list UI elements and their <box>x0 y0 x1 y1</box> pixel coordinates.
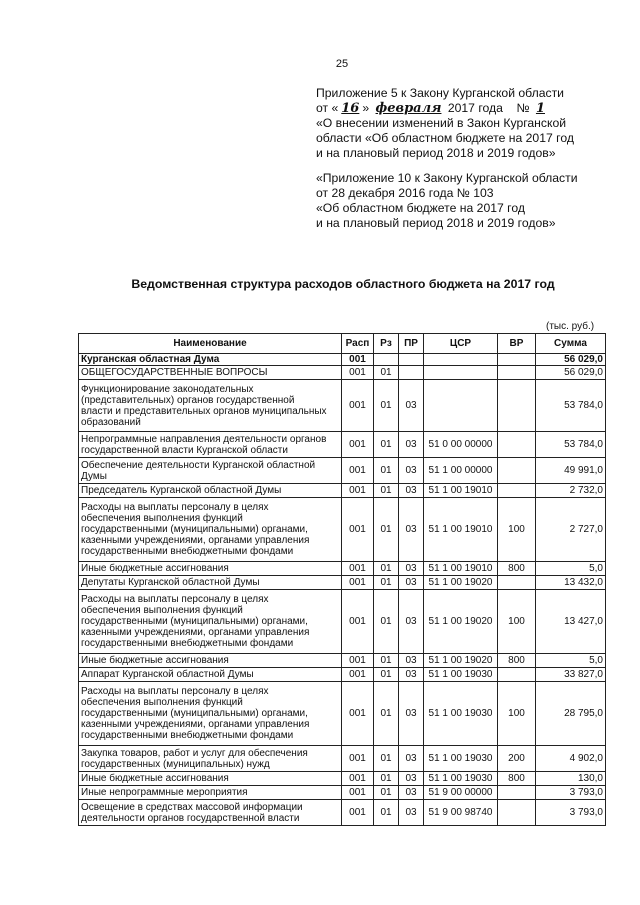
table-row <box>79 668 606 682</box>
cell-name-line: Расходы на выплаты персоналу в целях <box>81 686 269 697</box>
cell-rasp: 001 <box>342 498 374 562</box>
cell-sum: 33 827,0 <box>536 668 606 682</box>
cell-rasp: 001 <box>342 682 374 746</box>
cell-rasp: 001 <box>342 484 374 498</box>
table-body <box>79 354 606 826</box>
cell-rz: 01 <box>374 772 399 786</box>
handwritten-day: 16 <box>341 101 360 116</box>
cell-sum: 28 795,0 <box>536 682 606 746</box>
cell-name <box>79 786 342 800</box>
cell-rz: 01 <box>374 786 399 800</box>
cell-name-line: Освещение в средствах массовой информации <box>81 801 303 813</box>
cell-csr: 51 1 00 00000 <box>424 458 498 484</box>
cell-csr: 51 1 00 19030 <box>424 772 498 786</box>
cell-name <box>79 562 342 576</box>
cell-sum: 2 727,0 <box>536 498 606 562</box>
appendix2-line-3: «Об областном бюджете на 2017 год <box>316 201 525 215</box>
cell-pr: 03 <box>399 380 424 432</box>
cell-name-line: обеспечения выполнения функций <box>81 605 243 616</box>
cell-sum: 56 029,0 <box>536 366 606 380</box>
cell-csr <box>424 354 498 366</box>
cell-name <box>79 354 342 366</box>
cell-rasp: 001 <box>342 772 374 786</box>
cell-rz: 01 <box>374 484 399 498</box>
appendix-line-5: и на плановый период 2018 и 2019 годов» <box>316 146 556 160</box>
cell-pr: 03 <box>399 432 424 458</box>
table-row <box>79 380 606 432</box>
cell-name <box>79 668 342 682</box>
cell-rasp: 001 <box>342 562 374 576</box>
cell-sum: 56 029,0 <box>536 354 606 366</box>
col-header-sum: Сумма <box>536 334 606 354</box>
cell-csr: 51 9 00 98740 <box>424 800 498 826</box>
date-prefix: от « <box>316 101 339 115</box>
cell-name-line: ОБЩЕГОСУДАРСТВЕННЫЕ ВОПРОСЫ <box>81 367 268 378</box>
date-mid: » <box>362 101 370 115</box>
handwritten-number: 1 <box>535 101 545 116</box>
cell-csr: 51 1 00 19020 <box>424 590 498 654</box>
cell-rasp: 001 <box>342 746 374 772</box>
table-row <box>79 562 606 576</box>
cell-pr: 03 <box>399 786 424 800</box>
cell-vr <box>498 432 536 458</box>
appendix2-line-4: и на плановый период 2018 и 2019 годов» <box>316 216 556 230</box>
appendix-line-1: Приложение 5 к Закону Курганской области <box>316 86 564 100</box>
cell-pr: 03 <box>399 746 424 772</box>
cell-vr <box>498 786 536 800</box>
cell-sum: 5,0 <box>536 654 606 668</box>
year-label: 2017 года <box>447 101 503 115</box>
cell-rz: 01 <box>374 682 399 746</box>
cell-csr: 51 1 00 19020 <box>424 654 498 668</box>
table-row <box>79 432 606 458</box>
cell-rz: 01 <box>374 654 399 668</box>
cell-name <box>79 432 342 458</box>
table-row <box>79 498 606 562</box>
handwritten-month: февраля <box>375 101 442 116</box>
cell-name-line: Функционирование законодательных <box>81 383 254 395</box>
cell-pr: 03 <box>399 682 424 746</box>
cell-name <box>79 380 342 432</box>
cell-rasp: 001 <box>342 366 374 380</box>
cell-pr: 03 <box>399 498 424 562</box>
cell-vr: 100 <box>498 682 536 746</box>
cell-sum: 3 793,0 <box>536 800 606 826</box>
cell-rz: 01 <box>374 432 399 458</box>
cell-name-line: Курганская областная Дума <box>81 354 220 365</box>
appendix2-line-1: «Приложение 10 к Закону Курганской области <box>316 171 578 185</box>
cell-pr: 03 <box>399 576 424 590</box>
cell-name <box>79 772 342 786</box>
table-row <box>79 354 606 366</box>
cell-csr: 51 1 00 19010 <box>424 498 498 562</box>
cell-pr <box>399 354 424 366</box>
table-row <box>79 786 606 800</box>
cell-csr: 51 1 00 19030 <box>424 746 498 772</box>
number-label: № <box>516 101 530 115</box>
cell-rasp: 001 <box>342 654 374 668</box>
cell-rz: 01 <box>374 576 399 590</box>
cell-rz: 01 <box>374 380 399 432</box>
cell-name-line: государственной власти Курганской области <box>81 444 288 456</box>
cell-name-line: государственными (муниципальными) органами, <box>81 524 308 535</box>
page-number: 25 <box>335 58 349 70</box>
table-row <box>79 772 606 786</box>
cell-rasp: 001 <box>342 432 374 458</box>
cell-rasp: 001 <box>342 800 374 826</box>
cell-csr: 51 1 00 19030 <box>424 668 498 682</box>
cell-name-line: государственными (муниципальными) органами, <box>81 708 308 719</box>
cell-sum: 2 732,0 <box>536 484 606 498</box>
cell-vr: 800 <box>498 562 536 576</box>
cell-vr <box>498 354 536 366</box>
cell-name-line: власти и представительных органов муниципальных <box>81 405 327 417</box>
cell-name-line: государственными внебюджетными фондами <box>81 546 294 557</box>
table-row <box>79 590 606 654</box>
cell-name-line: образований <box>81 416 141 428</box>
cell-rz: 01 <box>374 458 399 484</box>
table-row <box>79 366 606 380</box>
cell-vr <box>498 366 536 380</box>
cell-pr <box>399 366 424 380</box>
cell-name-line: деятельности органов государственной власти <box>81 812 300 824</box>
cell-name-line: Расходы на выплаты персоналу в целях <box>81 502 269 513</box>
cell-rz: 01 <box>374 498 399 562</box>
table-header-row <box>79 334 606 354</box>
cell-name-line: казенными учреждениями, органами управления <box>81 719 310 730</box>
appendix-line-4: области «Об областном бюджете на 2017 год <box>316 131 574 145</box>
cell-csr: 51 1 00 19010 <box>424 562 498 576</box>
cell-vr <box>498 668 536 682</box>
appendix-block <box>316 86 574 161</box>
cell-pr: 03 <box>399 562 424 576</box>
cell-name-line: государственными внебюджетными фондами <box>81 730 294 741</box>
cell-name-line: Думы <box>81 470 107 482</box>
table-row <box>79 682 606 746</box>
cell-vr: 800 <box>498 772 536 786</box>
cell-vr <box>498 484 536 498</box>
cell-rasp: 001 <box>342 380 374 432</box>
cell-pr: 03 <box>399 484 424 498</box>
cell-name-line: Аппарат Курганской областной Думы <box>81 669 254 680</box>
cell-name-line: казенными учреждениями, органами управления <box>81 627 310 638</box>
col-header-csr: ЦСР <box>424 334 498 354</box>
cell-rasp: 001 <box>342 354 374 366</box>
cell-name <box>79 458 342 484</box>
cell-vr <box>498 576 536 590</box>
col-header-name: Наименование <box>79 334 342 354</box>
cell-name <box>79 498 342 562</box>
table-row <box>79 484 606 498</box>
cell-csr: 51 1 00 19010 <box>424 484 498 498</box>
cell-vr: 800 <box>498 654 536 668</box>
cell-vr: 100 <box>498 590 536 654</box>
cell-name-line: государственными внебюджетными фондами <box>81 638 294 649</box>
cell-name-line: государственными (муниципальными) органами, <box>81 616 308 627</box>
cell-sum: 130,0 <box>536 772 606 786</box>
cell-sum: 3 793,0 <box>536 786 606 800</box>
budget-table <box>78 333 606 826</box>
cell-name-line: Закупка товаров, работ и услуг для обеспечения <box>81 747 308 759</box>
col-header-pr: ПР <box>399 334 424 354</box>
cell-name <box>79 576 342 590</box>
cell-vr: 200 <box>498 746 536 772</box>
cell-name-line: государственных (муниципальных) нужд <box>81 758 270 770</box>
cell-pr: 03 <box>399 654 424 668</box>
cell-name-line: Обеспечение деятельности Курганской областной <box>81 459 316 471</box>
cell-rasp: 001 <box>342 590 374 654</box>
cell-sum: 53 784,0 <box>536 432 606 458</box>
cell-csr <box>424 380 498 432</box>
appendix-block-2 <box>316 171 578 231</box>
cell-name-line: Депутаты Курганской областной Думы <box>81 577 260 588</box>
cell-name-line: Председатель Курганской областной Думы <box>81 485 282 496</box>
table-row <box>79 458 606 484</box>
cell-name-line: Непрограммные направления деятельности органов <box>81 433 327 445</box>
cell-sum: 49 991,0 <box>536 458 606 484</box>
cell-pr: 03 <box>399 772 424 786</box>
cell-name <box>79 800 342 826</box>
cell-name <box>79 590 342 654</box>
table-row <box>79 746 606 772</box>
cell-sum: 53 784,0 <box>536 380 606 432</box>
cell-rasp: 001 <box>342 458 374 484</box>
cell-pr: 03 <box>399 590 424 654</box>
table-row <box>79 654 606 668</box>
cell-rz <box>374 354 399 366</box>
col-header-rasp: Расп <box>342 334 374 354</box>
cell-name-line: Расходы на выплаты персоналу в целях <box>81 594 269 605</box>
cell-name-line: (представительных) органов государственной <box>81 394 295 406</box>
cell-csr <box>424 366 498 380</box>
table-row <box>79 800 606 826</box>
cell-vr: 100 <box>498 498 536 562</box>
cell-name-line: Иные непрограммные мероприятия <box>81 787 248 798</box>
cell-name-line: Иные бюджетные ассигнования <box>81 563 229 574</box>
appendix-date-line <box>316 101 574 116</box>
cell-name-line: обеспечения выполнения функций <box>81 513 243 524</box>
cell-name <box>79 682 342 746</box>
cell-rz: 01 <box>374 746 399 772</box>
cell-sum: 5,0 <box>536 562 606 576</box>
appendix2-line-2: от 28 декабря 2016 года № 103 <box>316 186 494 200</box>
cell-name-line: Иные бюджетные ассигнования <box>81 773 229 784</box>
cell-sum: 13 432,0 <box>536 576 606 590</box>
cell-name-line: казенными учреждениями, органами управления <box>81 535 310 546</box>
cell-csr: 51 0 00 00000 <box>424 432 498 458</box>
cell-pr: 03 <box>399 800 424 826</box>
cell-rz: 01 <box>374 562 399 576</box>
cell-rz: 01 <box>374 668 399 682</box>
cell-name <box>79 366 342 380</box>
cell-name-line: Иные бюджетные ассигнования <box>81 655 229 666</box>
appendix-line-3: «О внесении изменений в Закон Курганской <box>316 116 567 130</box>
cell-vr <box>498 800 536 826</box>
units-label: (тыс. руб.) <box>546 321 595 332</box>
cell-rasp: 001 <box>342 576 374 590</box>
cell-rz: 01 <box>374 590 399 654</box>
cell-sum: 13 427,0 <box>536 590 606 654</box>
cell-rasp: 001 <box>342 668 374 682</box>
table-row <box>79 576 606 590</box>
cell-pr: 03 <box>399 668 424 682</box>
cell-rz: 01 <box>374 366 399 380</box>
cell-vr <box>498 458 536 484</box>
cell-csr: 51 1 00 19020 <box>424 576 498 590</box>
cell-vr <box>498 380 536 432</box>
cell-rasp: 001 <box>342 786 374 800</box>
col-header-rz: Рз <box>374 334 399 354</box>
cell-name <box>79 746 342 772</box>
cell-csr: 51 9 00 00000 <box>424 786 498 800</box>
cell-csr: 51 1 00 19030 <box>424 682 498 746</box>
cell-sum: 4 902,0 <box>536 746 606 772</box>
cell-rz: 01 <box>374 800 399 826</box>
col-header-vr: ВР <box>498 334 536 354</box>
cell-name-line: обеспечения выполнения функций <box>81 697 243 708</box>
cell-name <box>79 484 342 498</box>
cell-pr: 03 <box>399 458 424 484</box>
page-title: Ведомственная структура расходов областного бюджета на 2017 год <box>131 277 555 291</box>
cell-name <box>79 654 342 668</box>
